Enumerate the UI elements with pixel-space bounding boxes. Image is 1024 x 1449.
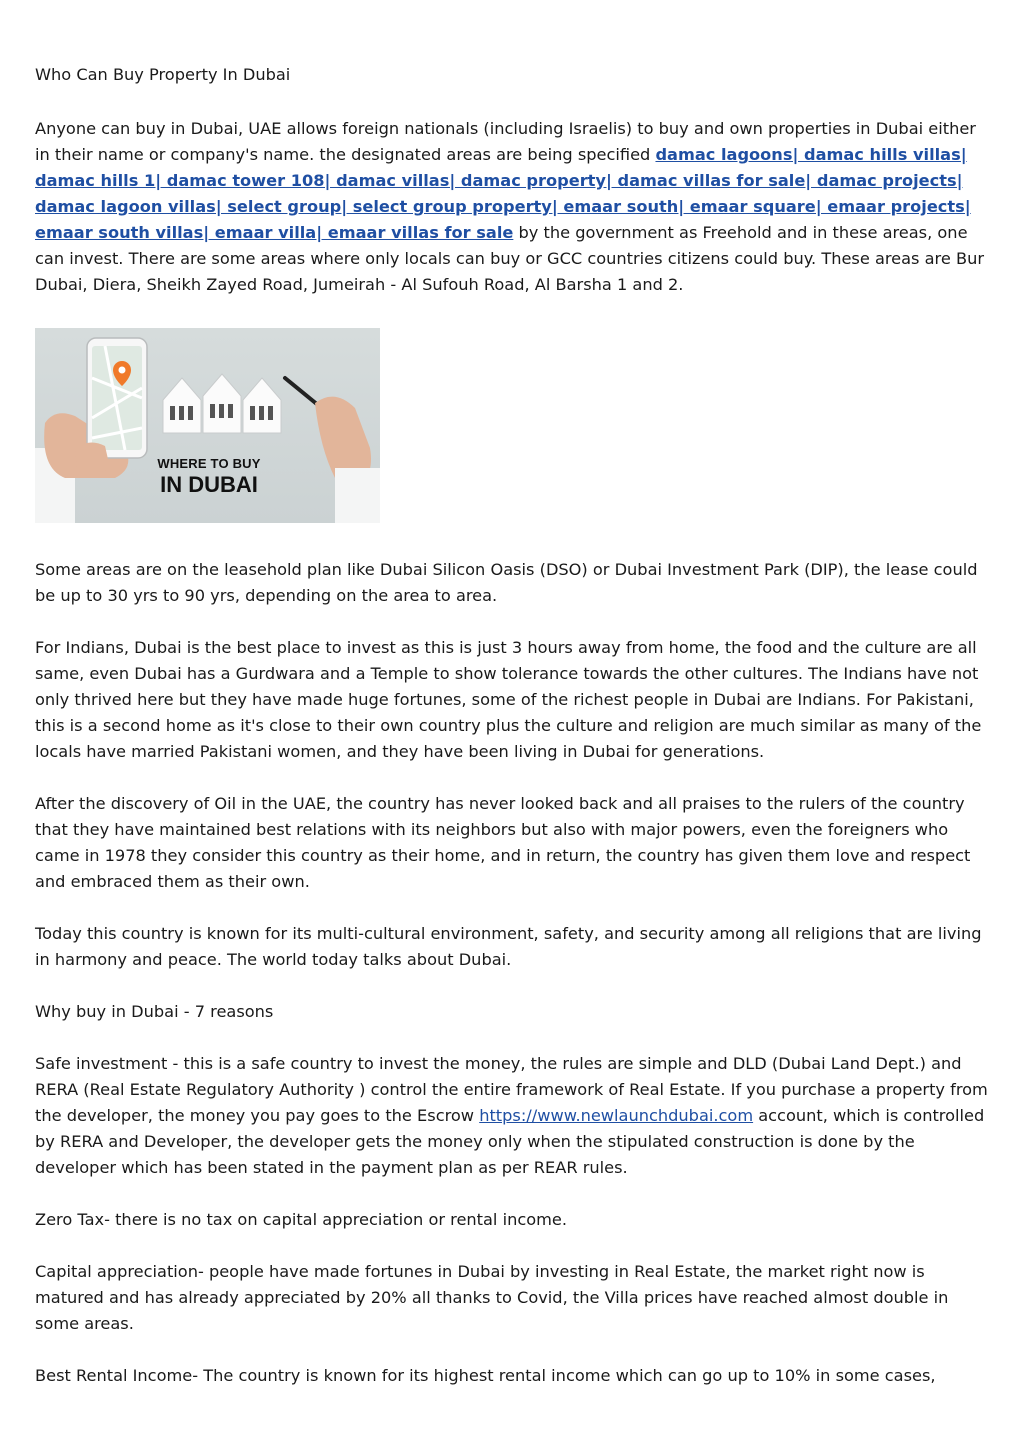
indians-paragraph: For Indians, Dubai is the best place to invest as this is just 3 hours away from home, the food and the culture are all same, even Dubai has a Gurdwara and a Temple to show tolerance towards the other cultures. The Indians have not only thrived here but they have made huge fortunes, some of the richest people in Dubai are Indians. For Pakistani, this is a second home as it's close to their own country plus the culture and religion are much similar as many of the locals have married Pakistani women, and they have been living in Dubai for generations. <box>35 638 982 761</box>
safe-investment-text-after: account, which is controlled by RERA and Developer, the developer gets the money only when the stipulated construction is done by the developer which has been stated in the payment plan as per REAR rules. <box>35 1106 985 1177</box>
zero-tax-paragraph: Zero Tax- there is no tax on capital appreciation or rental income. <box>35 1210 568 1229</box>
image-caption <box>141 456 277 498</box>
page-title: Who Can Buy Property In Dubai <box>35 65 291 84</box>
leasehold-paragraph: Some areas are on the leasehold plan like Dubai Silicon Oasis (DSO) or Dubai Investment Park (DIP), the lease could be up to 30 yrs to 90 yrs, depending on the area to area. <box>35 560 978 605</box>
where-to-buy-image <box>35 328 380 523</box>
safe-investment-text-before: Safe investment - this is a safe country to invest the money, the rules are simple and DLD (Dubai Land Dept.) and RERA (Real Estate Regulatory Authority ) control the entire framework of Real Estate. If you purchase a property from the developer, the money you pay goes to the Escrow <box>35 1054 988 1125</box>
oil-discovery-paragraph: After the discovery of Oil in the UAE, the country has never looked back and all praises to the rulers of the country that they have maintained best relations with its neighbors but also with major powers, even the foreigners who came in 1978 they consider this country as their home, and in return, the country has given them love and respect and embraced them as their own. <box>35 794 971 891</box>
intro-text-after: by the government as Freehold and in these areas, one can invest. There are some areas where only locals can buy or GCC countries citizens could buy. These areas are Bur Dubai, Diera, Sheikh Zayed Road, Jumeirah - Al Sufouh Road, Al Barsha 1 and 2. <box>35 223 984 294</box>
document-body <box>35 62 993 1389</box>
keyword-links[interactable]: damac lagoons| damac hills villas| damac hills 1| damac tower 108| damac villas| damac property| damac villas for sale| damac projects| damac lagoon villas| select group| select group property| emaar south| emaar square| emaar projects| emaar south villas| emaar villa| emaar villas for sale <box>35 145 971 242</box>
newlaunchdubai-link[interactable]: https://www.newlaunchdubai.com <box>479 1106 754 1125</box>
safe-investment-paragraph <box>35 1051 993 1181</box>
capital-appreciation-paragraph: Capital appreciation- people have made fortunes in Dubai by investing in Real Estate, the market right now is matured and has already appreciated by 20% all thanks to Covid, the Villa prices have reached almost double in some areas. <box>35 1262 949 1333</box>
hand-holding-pen-icon <box>285 378 380 523</box>
intro-text-before: Anyone can buy in Dubai, UAE allows foreign nationals (including Israelis) to buy and own properties in Dubai either in their name or company's name. the designated areas are being specified <box>35 119 976 164</box>
image-caption-line2: IN DUBAI <box>160 472 258 497</box>
reasons-subheading: Why buy in Dubai - 7 reasons <box>35 1002 274 1021</box>
house-icon <box>163 374 281 433</box>
hand-holding-phone-icon <box>35 338 147 523</box>
rental-income-paragraph: Best Rental Income- The country is known for its highest rental income which can go up to 10% in some cases, <box>35 1366 936 1385</box>
image-caption-line1: WHERE TO BUY <box>157 456 261 471</box>
multicultural-paragraph: Today this country is known for its multi-cultural environment, safety, and security among all religions that are living in harmony and peace. The world today talks about Dubai. <box>35 924 982 969</box>
intro-paragraph <box>35 116 993 298</box>
